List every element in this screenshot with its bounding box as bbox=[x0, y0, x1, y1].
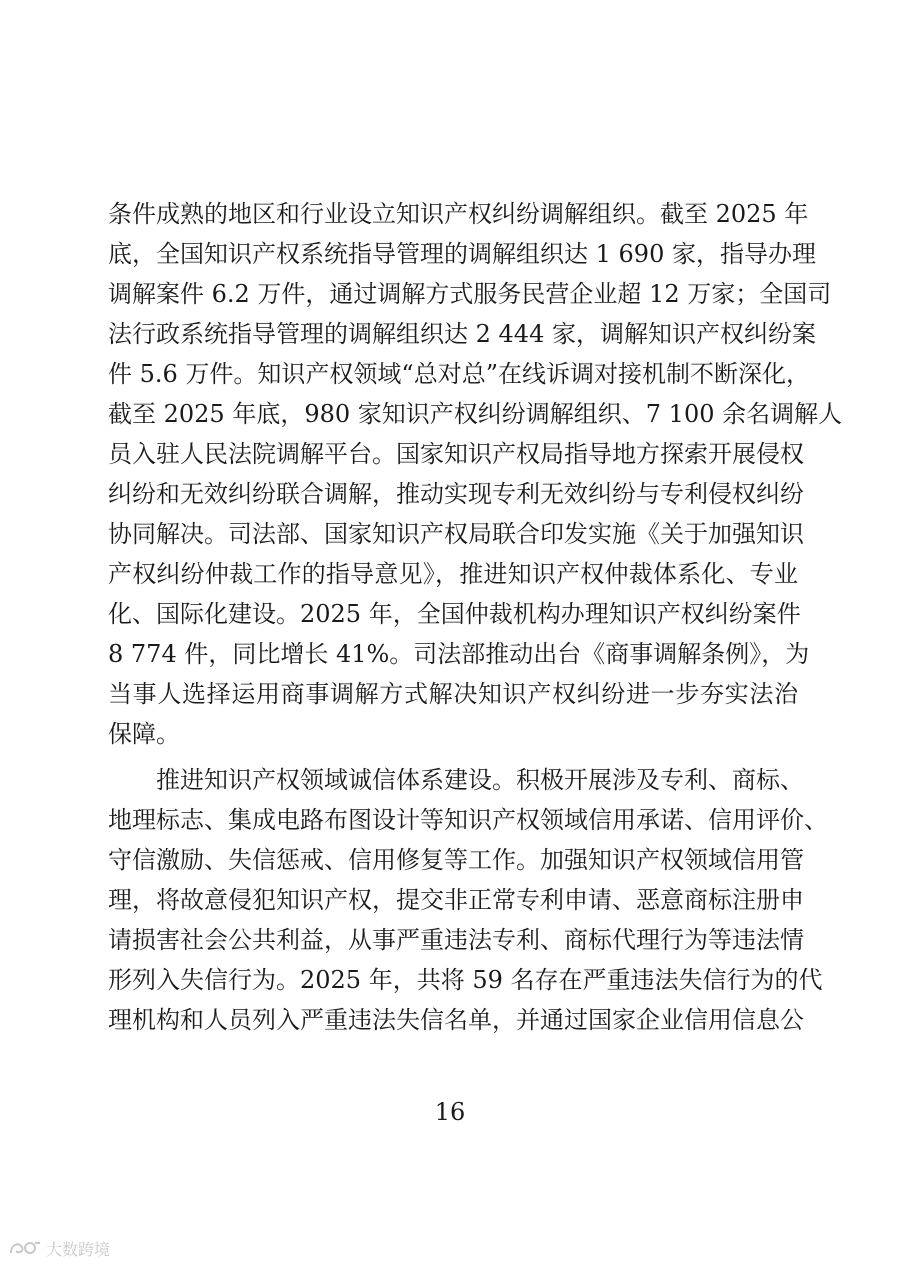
text-line: 请损害社会公共利益，从事严重违法专利、商标代理行为等违法情 bbox=[108, 926, 804, 954]
text-line: 截至 2025 年底，980 家知识产权纠纷调解组织、7 100 余名调解人 bbox=[108, 400, 843, 428]
text-line: 理，将故意侵犯知识产权，提交非正常专利申请、恶意商标注册申 bbox=[108, 886, 804, 914]
text-line: 地理标志、集成电路布图设计等知识产权领域信用承诺、信用评价、 bbox=[108, 806, 828, 834]
watermark-text: 大数跨境 bbox=[46, 1239, 111, 1259]
text-line: 员入驻人民法院调解平台。国家知识产权局指导地方探索开展侵权 bbox=[108, 440, 804, 468]
text-line: 理机构和人员列入严重违法失信名单，并通过国家企业信用信息公 bbox=[108, 1006, 804, 1034]
text-line: 协同解决。司法部、国家知识产权局联合印发实施《关于加强知识 bbox=[108, 520, 804, 548]
text-line: 产权纠纷仲裁工作的指导意见》，推进知识产权仲裁体系化、专业 bbox=[108, 560, 798, 588]
text-line: 底，全国知识产权系统指导管理的调解组织达 1 690 家，指导办理 bbox=[108, 240, 816, 268]
text-line: 纠纷和无效纠纷联合调解，推动实现专利无效纠纷与专利侵权纠纷 bbox=[108, 480, 804, 508]
text-line: 当事人选择运用商事调解方式解决知识产权纠纷进一步夯实法治 bbox=[108, 680, 798, 708]
brand-logo-icon bbox=[8, 1239, 42, 1257]
text-line: 形列入失信行为。2025 年，共将 59 名存在严重违法失信行为的代 bbox=[108, 966, 823, 994]
text-line: 守信激励、失信惩戒、信用修复等工作。加强知识产权领域信用管 bbox=[108, 846, 804, 874]
text-line: 调解案件 6.2 万件，通过调解方式服务民营企业超 12 万家；全国司 bbox=[108, 280, 832, 308]
watermark bbox=[8, 1236, 110, 1260]
text-line: 条件成熟的地区和行业设立知识产权纠纷调解组织。截至 2025 年 bbox=[108, 200, 809, 228]
text-line: 化、国际化建设。2025 年，全国仲裁机构办理知识产权纠纷案件 bbox=[108, 600, 801, 628]
text-line: 推进知识产权领域诚信体系建设。积极开展涉及专利、商标、 bbox=[156, 766, 804, 794]
page-number: 16 bbox=[434, 1098, 466, 1126]
text-line: 8 774 件，同比增长 41%。司法部推动出台《商事调解条例》，为 bbox=[108, 640, 810, 668]
text-line: 保障。 bbox=[108, 720, 180, 748]
text-line: 件 5.6 万件。知识产权领域“总对总”在线诉调对接机制不断深化， bbox=[108, 360, 810, 388]
text-line: 法行政系统指导管理的调解组织达 2 444 家，调解知识产权纠纷案 bbox=[108, 320, 816, 348]
